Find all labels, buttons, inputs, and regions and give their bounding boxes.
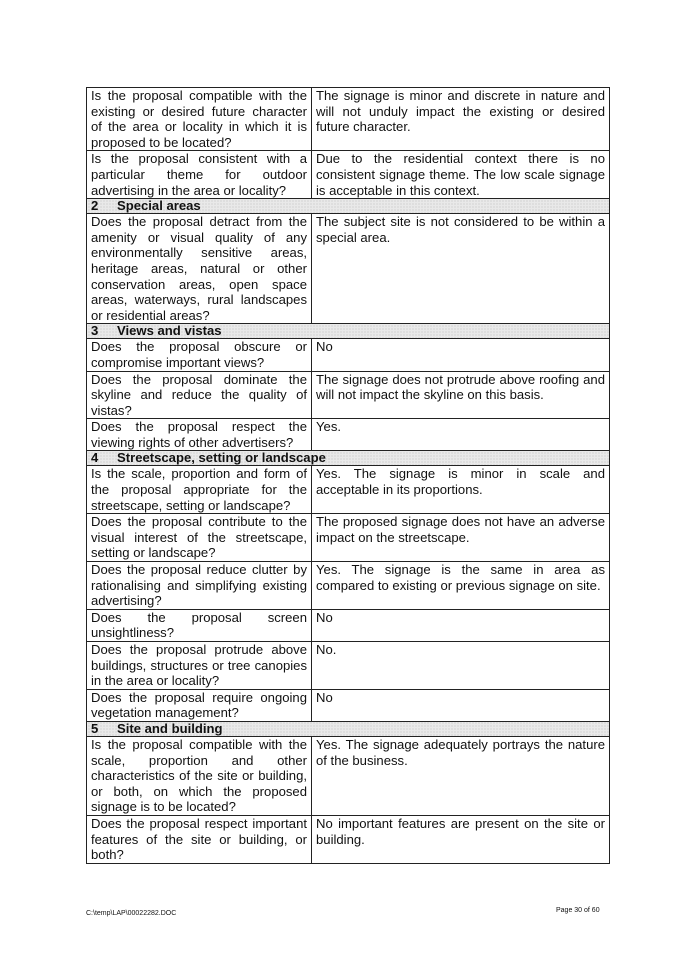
table-row bbox=[87, 339, 610, 371]
question-cell: Does the proposal reduce clutter by rationalising and simplifying existing advertising? bbox=[87, 562, 312, 610]
answer-cell: The subject site is not considered to be within a special area. bbox=[312, 214, 610, 324]
section-header bbox=[87, 199, 610, 214]
answer-cell: No bbox=[312, 609, 610, 641]
section-number: 5 bbox=[91, 720, 99, 736]
answer-cell: Due to the residential context there is no consistent signage theme. The low scale signage is acceptable in this context. bbox=[312, 151, 610, 199]
section-number: 2 bbox=[91, 198, 99, 214]
question-cell: Does the proposal detract from the amenity or visual quality of any environmentally sensitive areas, heritage areas, natural or other conservation areas, open space areas, waterways, rural landscapes or residential areas? bbox=[87, 214, 312, 324]
section-header bbox=[87, 721, 610, 736]
question-cell: Is the proposal compatible with the existing or desired future character of the area or locality in which it is proposed to be located? bbox=[87, 88, 312, 151]
question-cell: Does the proposal dominate the skyline and reduce the quality of vistas? bbox=[87, 371, 312, 419]
table-row bbox=[87, 609, 610, 641]
section-header bbox=[87, 324, 610, 339]
answer-cell: Yes. The signage is minor in scale and acceptable in its proportions. bbox=[312, 466, 610, 514]
section-header-row bbox=[87, 451, 610, 466]
table-row bbox=[87, 151, 610, 199]
section-title: Streetscape, setting or landscape bbox=[117, 450, 326, 466]
section-title: Special areas bbox=[117, 198, 201, 214]
table-row bbox=[87, 562, 610, 610]
assessment-table-body bbox=[87, 88, 610, 864]
question-cell: Does the proposal respect the viewing rights of other advertisers? bbox=[87, 419, 312, 451]
answer-cell: No bbox=[312, 689, 610, 721]
section-title: Site and building bbox=[117, 720, 223, 736]
table-row bbox=[87, 642, 610, 690]
answer-cell: Yes. The signage adequately portrays the nature of the business. bbox=[312, 736, 610, 815]
question-cell: Does the proposal contribute to the visual interest of the streetscape, setting or landscape? bbox=[87, 514, 312, 562]
table-row bbox=[87, 815, 610, 863]
footer-page-number: Page 30 of 60 bbox=[556, 907, 600, 914]
answer-cell: No bbox=[312, 339, 610, 371]
section-header-row bbox=[87, 199, 610, 214]
table-row bbox=[87, 371, 610, 419]
question-cell: Does the proposal require ongoing vegetation management? bbox=[87, 689, 312, 721]
answer-cell: No. bbox=[312, 642, 610, 690]
footer-file-path: C:\temp\LAP\00022282.DOC bbox=[86, 910, 177, 917]
table-row bbox=[87, 214, 610, 324]
question-cell: Is the scale, proportion and form of the proposal appropriate for the streetscape, setting or landscape? bbox=[87, 466, 312, 514]
answer-cell: The signage is minor and discrete in nature and will not unduly impact the existing or desired future character. bbox=[312, 88, 610, 151]
section-header-row bbox=[87, 721, 610, 736]
section-header bbox=[87, 451, 610, 466]
table-row bbox=[87, 514, 610, 562]
table-row bbox=[87, 466, 610, 514]
answer-cell: Yes. The signage is the same in area as compared to existing or previous signage on site. bbox=[312, 562, 610, 610]
section-number: 3 bbox=[91, 323, 99, 339]
section-title: Views and vistas bbox=[117, 323, 222, 339]
question-cell: Does the proposal respect important features of the site or building, or both? bbox=[87, 815, 312, 863]
answer-cell: No important features are present on the site or building. bbox=[312, 815, 610, 863]
answer-cell: The proposed signage does not have an adverse impact on the streetscape. bbox=[312, 514, 610, 562]
table-row bbox=[87, 736, 610, 815]
question-cell: Does the proposal screen unsightliness? bbox=[87, 609, 312, 641]
assessment-table bbox=[86, 87, 610, 864]
answer-cell: The signage does not protrude above roofing and will not impact the skyline on this basis. bbox=[312, 371, 610, 419]
section-header-row bbox=[87, 324, 610, 339]
section-number: 4 bbox=[91, 450, 99, 466]
table-row bbox=[87, 419, 610, 451]
question-cell: Does the proposal obscure or compromise important views? bbox=[87, 339, 312, 371]
answer-cell: Yes. bbox=[312, 419, 610, 451]
table-row bbox=[87, 689, 610, 721]
question-cell: Does the proposal protrude above buildings, structures or tree canopies in the area or locality? bbox=[87, 642, 312, 690]
table-row bbox=[87, 88, 610, 151]
question-cell: Is the proposal compatible with the scale, proportion and other characteristics of the site or building, or both, on which the proposed signage is to be located? bbox=[87, 736, 312, 815]
question-cell: Is the proposal consistent with a particular theme for outdoor advertising in the area or locality? bbox=[87, 151, 312, 199]
